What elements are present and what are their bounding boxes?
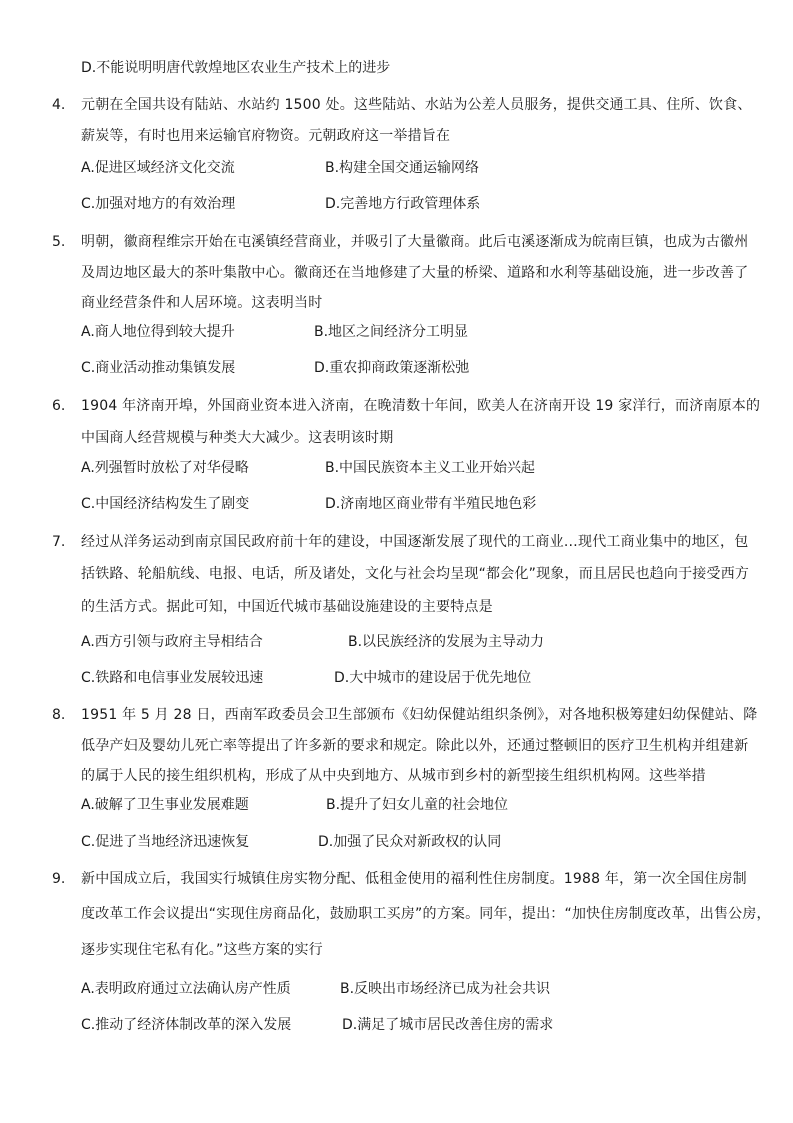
question-text-line: 的属于人民的接生组织机构，形成了从中央到地方、从城市到乡村的新型接生组织机构网。这些举措 <box>81 768 706 784</box>
question-text-line: 薪炭等，有时也用来运输官府物资。元朝政府这一举措旨在 <box>81 128 451 144</box>
option-d: D.满足了城市居民改善住房的需求 <box>342 1017 554 1033</box>
question-text-line: 1951 年 5 月 28 日，西南军政委员会卫生部颁布《妇幼保健站组织条例》，对各地积极筹建妇幼保健站、降 <box>81 707 758 723</box>
question-text-line: 经过从洋务运动到南京国民政府前十年的建设，中国逐渐发展了现代的工商业…现代工商业集中的地区，包 <box>81 534 749 550</box>
question-text-line: 括铁路、轮船航线、电报、电话，所及诸处，文化与社会均呈现“都会化”现象，而且居民也趋向于接受西方 <box>81 566 750 582</box>
question-text-line: 的生活方式。据此可知，中国近代城市基础设施建设的主要特点是 <box>81 599 493 615</box>
question-text-line: 中国商人经营规模与种类大大减少。这表明该时期 <box>81 430 394 446</box>
option-c: C.铁路和电信事业发展较迅速 <box>81 670 264 686</box>
option-b: B.地区之间经济分工明显 <box>314 324 469 340</box>
question-number: 8. <box>52 707 66 723</box>
option-b: B.中国民族资本主义工业开始兴起 <box>325 460 536 476</box>
option-a: A.列强暂时放松了对华侵略 <box>81 460 249 476</box>
question-number: 7. <box>52 534 66 550</box>
question-text-line: 度改革工作会议提出“实现住房商品化，鼓励职工买房”的方案。同年，提出：“加快住房制度改革，出售公房， <box>81 906 771 922</box>
option-c: C.促进了当地经济迅速恢复 <box>81 834 250 850</box>
option-c: C.推动了经济体制改革的深入发展 <box>81 1017 292 1033</box>
question-text-line: 明朝，徽商程维宗开始在屯溪镇经营商业，并吸引了大量徽商。此后屯溪逐渐成为皖南巨镇，也成为古徽州 <box>81 234 749 250</box>
option-c: C.中国经济结构发生了剧变 <box>81 496 250 512</box>
question-text-line: 低孕产妇及婴幼儿死亡率等提出了许多新的要求和规定。除此以外，还通过整顿旧的医疗卫生机构并组建新 <box>81 738 749 754</box>
option-a: A.西方引领与政府主导相结合 <box>81 634 263 650</box>
option-d: D.大中城市的建设居于优先地位 <box>334 670 532 686</box>
question-text-line: 新中国成立后，我国实行城镇住房实物分配、低租金使用的福利性住房制度。1988 年，第一次全国住房制 <box>81 871 747 887</box>
question-number: 6. <box>52 398 66 414</box>
option-b: B.反映出市场经济已成为社会共识 <box>340 981 551 997</box>
question-text-line: 逐步实现住宅私有化。”这些方案的实行 <box>81 942 323 958</box>
option-d: D.重农抑商政策逐渐松弛 <box>314 360 470 376</box>
option-a: A.表明政府通过立法确认房产性质 <box>81 981 291 997</box>
option-b: B.以民族经济的发展为主导动力 <box>348 634 545 650</box>
question-text-line: 1904 年济南开埠，外国商业资本进入济南，在晚清数十年间，欧美人在济南开设 19 家洋行，而济南原本的 <box>81 398 761 414</box>
option-b: B.构建全国交通运输网络 <box>325 160 480 176</box>
option-a: A.破解了卫生事业发展难题 <box>81 797 249 813</box>
question-text-line: 及周边地区最大的茶叶集散中心。徽商还在当地修建了大量的桥梁、道路和水利等基础设施，进一步改善了 <box>81 265 749 281</box>
option-c: C.加强对地方的有效治理 <box>81 196 236 212</box>
prev-question-option-d: D.不能说明明唐代敦煌地区农业生产技术上的进步 <box>81 60 391 76</box>
option-d: D.加强了民众对新政权的认同 <box>318 834 502 850</box>
option-a: A.商人地位得到较大提升 <box>81 324 235 340</box>
question-number: 4. <box>52 97 66 113</box>
option-d: D.完善地方行政管理体系 <box>325 196 481 212</box>
question-text-line: 商业经营条件和人居环境。这表明当时 <box>81 295 323 311</box>
option-d: D.济南地区商业带有半殖民地色彩 <box>325 496 537 512</box>
question-text-line: 元朝在全国共设有陆站、水站约 1500 处。这些陆站、水站为公差人员服务，提供交通工具、住所、饮食、 <box>81 97 752 113</box>
option-a: A.促进区域经济文化交流 <box>81 160 235 176</box>
option-b: B.提升了妇女儿童的社会地位 <box>326 797 509 813</box>
question-number: 9. <box>52 871 66 887</box>
question-number: 5. <box>52 234 66 250</box>
option-c: C.商业活动推动集镇发展 <box>81 360 236 376</box>
